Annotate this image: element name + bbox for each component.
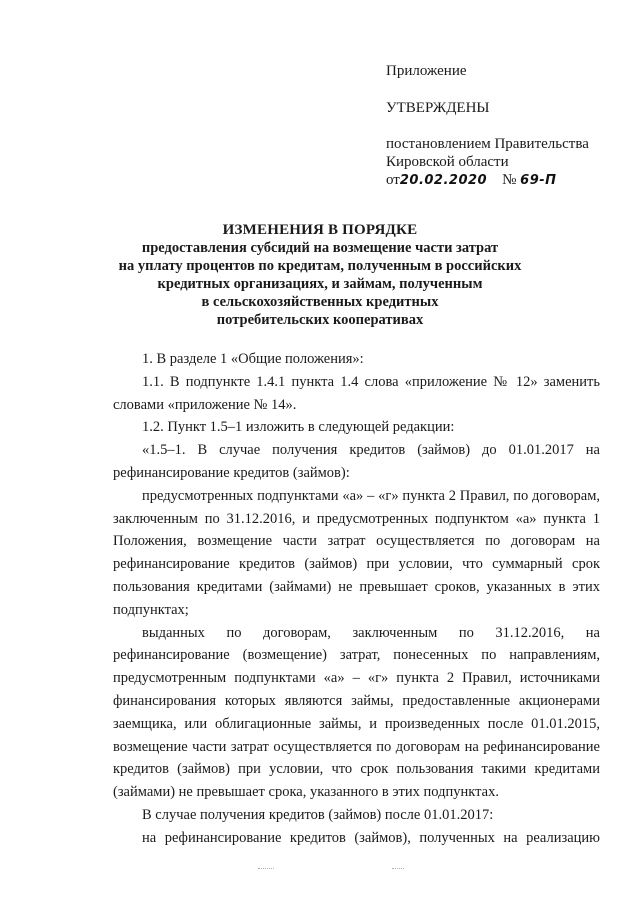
paragraph-provided-subpoints: предусмотренных подпунктами «а» – «г» пункта 2 Правил, по договорам, заключенным по 31.12.2016, и предусмотренных подпунктом «а» пункта 1 Положения, возмещение части затрат осуществляется по договорам на рефинансирование кредитов (займов) при условии, что суммарный срок пользования кредитами (займами) не превышает сроков, указанных в этих подпунктах; [113, 487, 600, 618]
paragraph-1: 1. В разделе 1 «Общие положения»: [142, 351, 364, 367]
handwritten-date: 20.02.2020 [399, 173, 488, 188]
number-prefix: № [502, 172, 517, 188]
approved-by-line2: Кировской области [386, 154, 509, 170]
approval-stamp [386, 62, 616, 190]
date-prefix: от [386, 172, 400, 188]
document-heading [100, 221, 540, 329]
scan-mark [392, 868, 404, 870]
heading-line-6: потребительских кооперативах [216, 312, 424, 328]
heading-line-2: предоставления субсидий на возмещение части затрат [141, 240, 499, 256]
paragraph-1-5-1: «1.5–1. В случае получения кредитов (займов) до 01.01.2017 на рефинансирование кредитов (займов): [113, 442, 600, 481]
paragraph-1-1: 1.1. В подпункте 1.4.1 пункта 1.4 слова «приложение № 12» заменить словами «приложение № 14». [113, 373, 600, 413]
heading-line-4: кредитных организациях, и займам, полученным [157, 276, 483, 292]
paragraph-issued-contracts: выданных по договорам, заключенным по 31.12.2016, на рефинансирование (возмещение) затрат, понесенных по направлениям, предусмотренным подпунктами «а» – «г» пункта 2 Правил, источниками финансирования которых являются займы, предоставленные акционерами заемщика, или облигационные займы, и произведенных после 01.01.2015, возмещение части затрат осуществляется по договорам на рефинансирование кредитов (займов) при условии, что срок пользования такими кредитами (займами) не превышает срока, указанного в этих подпунктах. [113, 624, 600, 801]
approved-label: УТВЕРЖДЕНЫ [386, 100, 490, 116]
document-body [113, 348, 600, 850]
heading-title: ИЗМЕНЕНИЯ В ПОРЯДКЕ [222, 222, 418, 238]
appendix-label: Приложение [386, 63, 467, 79]
scan-mark [258, 868, 274, 870]
paragraph-refinancing: на рефинансирование кредитов (займов), полученных на реализацию [142, 829, 600, 846]
paragraph-1-2: 1.2. Пункт 1.5–1 изложить в следующей редакции: [142, 419, 455, 436]
heading-line-3: на уплату процентов по кредитам, полученным в российских [118, 258, 522, 274]
paragraph-after-2017: В случае получения кредитов (займов) после 01.01.2017: [142, 806, 494, 823]
handwritten-number: 69-П [520, 173, 557, 188]
date-number-line [386, 171, 616, 190]
approved-by-line1: постановлением Правительства [386, 136, 589, 152]
heading-line-5: в сельскохозяйственных кредитных [201, 294, 439, 310]
